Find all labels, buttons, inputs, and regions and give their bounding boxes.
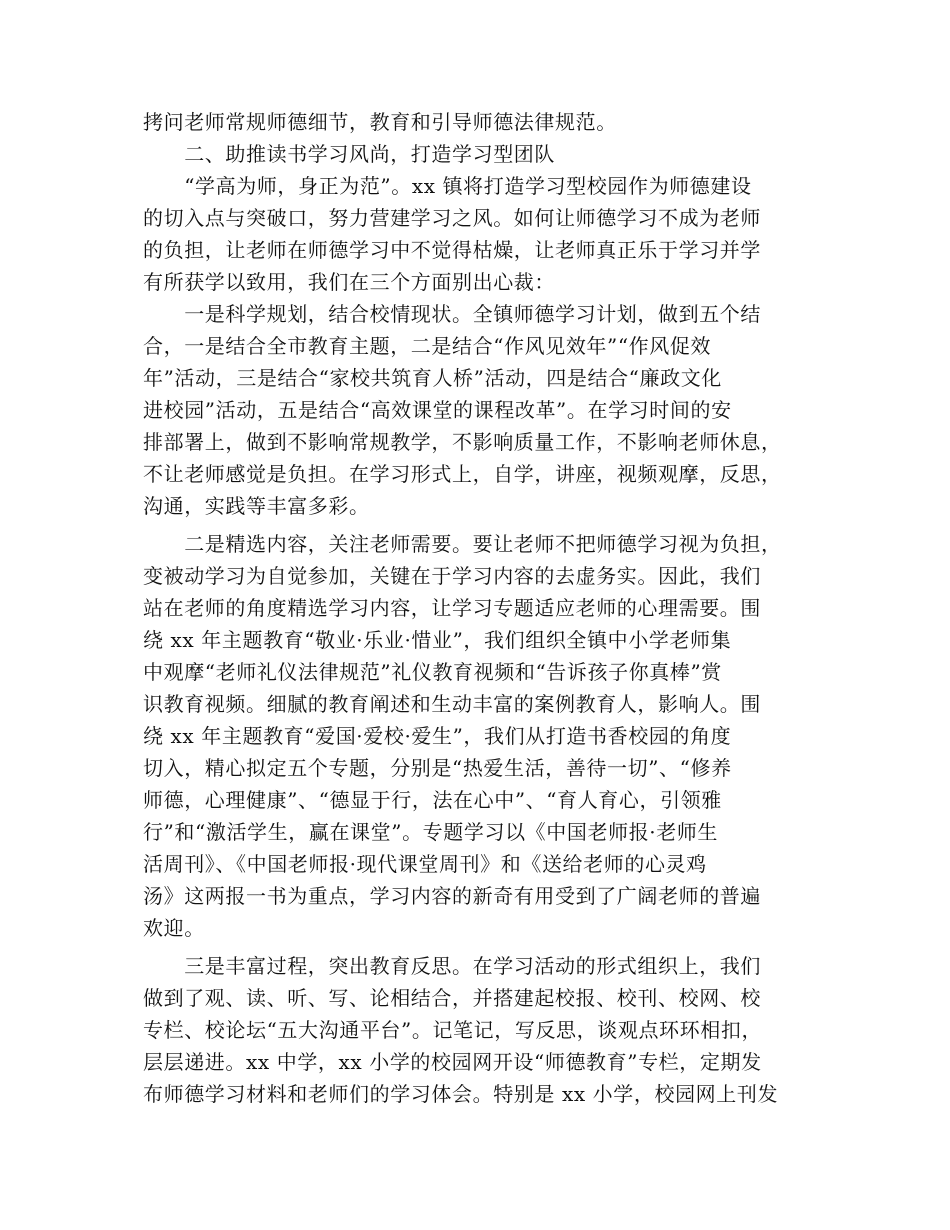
- text-line: 层层递进。xx 中学，xx 小学的校园网开设“师德教育”专栏，定期发: [143, 1050, 762, 1074]
- text-line: 二是精选内容，关注老师需要。要让老师不把师德学习视为负担，: [143, 532, 782, 556]
- text-line: 中观摩“老师礼仪法律规范”礼仪教育视频和“告诉孩子你真棒”赏: [143, 660, 722, 684]
- text-line: 欢迎。: [143, 916, 205, 940]
- text-line: 活周刊》、《中国老师报·现代课堂周刊》和《送给老师的心灵鸡: [143, 852, 707, 876]
- text-line: 布师德学习材料和老师们的学习体会。特别是 xx 小学，校园网上刊发: [143, 1082, 779, 1106]
- text-line: 做到了观、读、听、写、论相结合，并搭建起校报、校刊、校网、校: [143, 986, 761, 1010]
- text-line: 排部署上，做到不影响常规教学，不影响质量工作，不影响老师休息，: [143, 430, 782, 454]
- text-line: 绕 xx 年主题教育“爱国·爱校·爱生”，我们从打造书香校园的角度: [143, 724, 732, 748]
- text-line: 站在老师的角度精选学习内容，让学习专题适应老师的心理需要。围: [143, 596, 761, 620]
- text-line: 三是丰富过程，突出教育反思。在学习活动的形式组织上，我们: [143, 954, 761, 978]
- text-line: 不让老师感觉是负担。在学习形式上，自学，讲座，视频观摩，反思，: [143, 462, 782, 486]
- document-body: [143, 106, 808, 1110]
- text-line: 绕 xx 年主题教育“敬业·乐业·惜业”，我们组织全镇中小学老师集: [143, 628, 732, 652]
- text-line: 一是科学规划，结合校情现状。全镇师德学习计划，做到五个结: [143, 302, 761, 326]
- text-line: 合，一是结合全市教育主题，二是结合“作风见效年”“作风促效: [143, 334, 712, 358]
- text-line: 行”和“激活学生，赢在课堂”。专题学习以《中国老师报·老师生: [143, 820, 719, 844]
- text-line: “学高为师，身正为范”。xx 镇将打造学习型校园作为师德建设: [143, 174, 752, 198]
- section-heading: 二、助推读书学习风尚，打造学习型团队: [143, 142, 555, 166]
- text-line: 年”活动，三是结合“家校共筑育人桥”活动，四是结合“廉政文化: [143, 366, 722, 390]
- text-line: 切入，精心拟定五个专题，分别是“热爱生活，善待一切”、“修养: [143, 756, 732, 780]
- text-line: 识教育视频。细腻的教育阐述和生动丰富的案例教育人，影响人。围: [143, 692, 761, 716]
- text-line: 进校园”活动，五是结合“高效课堂的课程改革”。在学习时间的安: [143, 398, 732, 422]
- text-line: 拷问老师常规师德细节，教育和引导师德法律规范。: [143, 110, 617, 134]
- text-line: 的负担，让老师在师德学习中不觉得枯燥，让老师真正乐于学习并学: [143, 238, 761, 262]
- text-line: 师德，心理健康”、“德显于行，法在心中”、“育人育心，引领雅: [143, 788, 722, 812]
- text-line: 专栏、校论坛“五大沟通平台”。记笔记，写反思，谈观点环环相扣，: [143, 1018, 763, 1042]
- text-line: 汤》这两报一书为重点，学习内容的新奇有用受到了广阔老师的普遍: [143, 884, 761, 908]
- text-line: 的切入点与突破口，努力营建学习之风。如何让师德学习不成为老师: [143, 206, 761, 230]
- text-line: 变被动学习为自觉参加，关键在于学习内容的去虚务实。因此，我们: [143, 564, 761, 588]
- text-line: 沟通，实践等丰富多彩。: [143, 494, 370, 518]
- text-line: 有所获学以致用，我们在三个方面别出心裁：: [143, 270, 555, 294]
